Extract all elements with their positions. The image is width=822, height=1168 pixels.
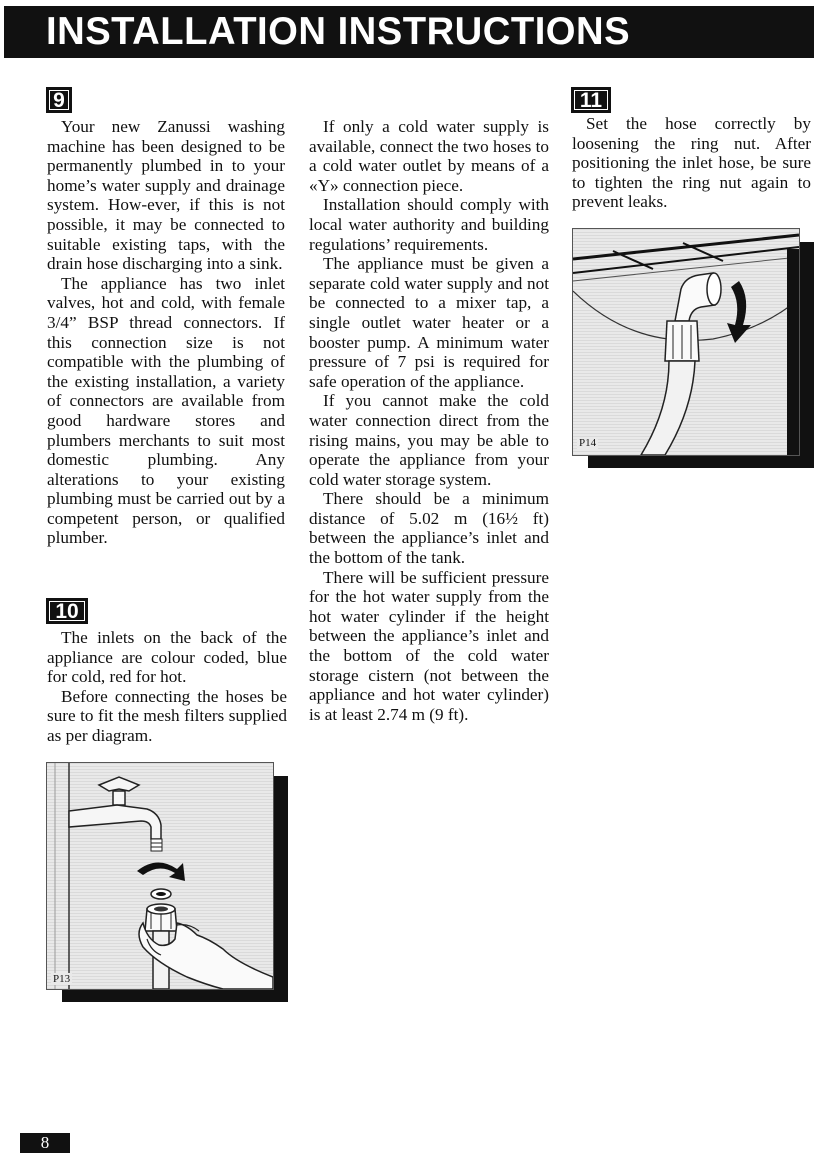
figure-label: P14 [579,437,597,449]
paragraph: Set the hose correctly by loosening the ring nut. After positioning the inlet hose, be sure to tighten the ring nut again to prevent leaks. [572,114,811,212]
paragraph: There will be sufficient pressure for the hot water supply from the hot water cylinder if the height between the appliance’s inlet and the bottom of the cold water storage cistern (not between the appliance and hot water cylinder) is at least 2.74 m (9 ft). [309,567,549,724]
section-9-text [47,117,285,548]
section-10-text [47,628,287,746]
page-number: 8 [20,1133,70,1153]
section-10-badge: 10 [46,598,88,624]
hose-ring-nut-illustration [573,229,799,455]
figure-p14 [572,228,800,456]
paragraph: Installation should comply with local water authority and building regulations’ requirements. [309,195,549,254]
middle-column-text [309,117,549,724]
section-9-badge: 9 [46,87,72,113]
paragraph: The appliance has two inlet valves, hot and cold, with female 3/4” BSP thread connectors. If this connection size is not compatible with the plumbing of the existing installation, a variety of connectors are available from good hardware stores and plumbers merchants to suit most domestic plumbing. Any alterations to your existing plumbing must be carried out by a competent person, or qualified plumber. [47,273,285,548]
section-11-badge: 11 [571,87,611,113]
figure-label: P13 [53,973,71,985]
paragraph: Your new Zanussi washing machine has been designed to be permanently plumbed in to your home’s water supply and drainage system. How-ever, if this is not possible, it may be connected to suitable existing taps, with the drain hose discharging into a sink. [47,117,285,274]
paragraph: If you cannot make the cold water connection direct from the rising mains, you may be able to operate the appliance from your cold water storage system. [309,391,549,489]
section-11-text [572,114,811,212]
header-bar [4,6,814,58]
figure-p13 [46,762,274,990]
paragraph: There should be a minimum distance of 5.02 m (16½ ft) between the appliance’s inlet and the bottom of the tank. [309,489,549,568]
paragraph: The appliance must be given a separate cold water supply and not be connected to a mixer tap, a single outlet water heater or a booster pump. A minimum water pressure of 7 psi is required for safe operation of the appliance. [309,254,549,391]
paragraph: The inlets on the back of the appliance are colour coded, blue for cold, red for hot. [47,628,287,687]
tap-filter-illustration [47,763,273,989]
paragraph: Before connecting the hoses be sure to fit the mesh filters supplied as per diagram. [47,686,287,745]
paragraph: If only a cold water supply is available, connect the two hoses to a cold water outlet by means of a «Y» connection piece. [309,117,549,195]
page-title: INSTALLATION INSTRUCTIONS [46,10,631,53]
